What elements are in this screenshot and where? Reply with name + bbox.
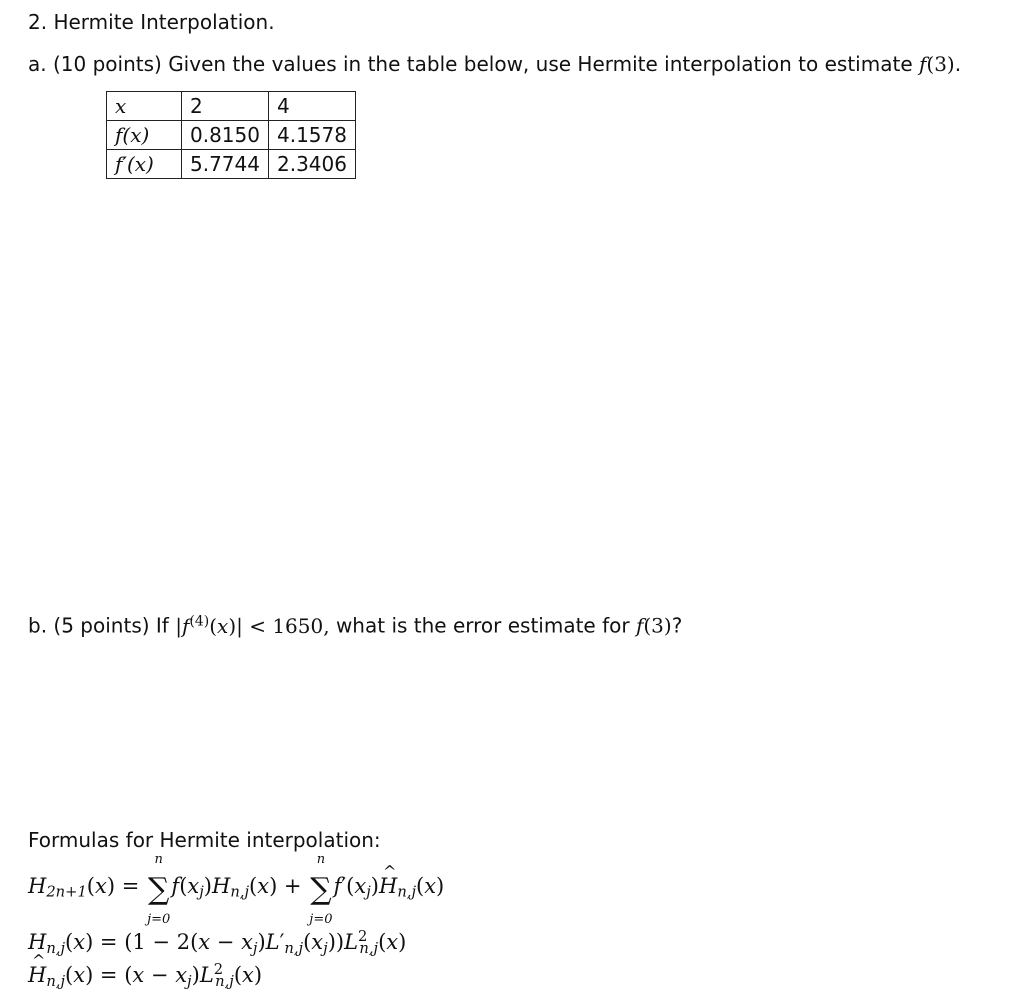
formula-h-hat-basis: ^ $H_{n,j}(x) = (x - x_j)L^2_{n,j}(x)$ [28,961,262,990]
formula-h-basis: $H_{n,j}(x) = (1 - 2(x - x_j)L'_{n,j}(x_j))L^2_{n,j}(x)$ [28,928,407,957]
table-label-dfx: f′(x) [107,150,182,179]
part-a-target: f(3) [918,52,955,76]
part-b-label: b. [28,613,48,638]
part-a-label: a. [28,52,47,76]
part-b-prompt: b. (5 points) If $|f^{(4)}(x)| < 1650$, what is the error estimate for f(3)? [28,613,683,638]
sum-symbol: n ∑ j=0 [147,852,171,927]
values-table [106,91,356,179]
table-row-fx [107,121,356,150]
table-row-x [107,92,356,121]
part-b-bound: 1650 [272,613,324,638]
table-row-dfx [107,150,356,179]
sum-symbol: n ∑ j=0 [309,852,333,927]
table-cell: 2 [182,92,269,121]
table-cell: 0.8150 [182,121,269,150]
part-a-prompt: a. (10 points) Given the values in the table below, use Hermite interpolation to estimate f(3). [28,52,962,76]
part-b-if: If [155,613,169,638]
part-b-target: f(3) [635,613,672,638]
formula-hermite-polynomial: $H_{2n+1}(x)$ = n ∑ j=0 $f(x_j)H_{n,j}(x)$ + n ∑ j=0 $f'(x_j)\^{}$ $H_{n,j}(x)$ [28,872,444,907]
table-cell: 2.3406 [269,150,356,179]
formulas-heading: Formulas for Hermite interpolation: [28,828,381,852]
table-header-x: x [107,92,182,121]
part-b-text: what is the error estimate for [335,613,630,638]
table-cell: 4.1578 [269,121,356,150]
part-a-text: Given the values in the table below, use Hermite interpolation to estimate [168,52,913,76]
problem-title: 2. Hermite Interpolation. [28,10,275,34]
table-cell: 4 [269,92,356,121]
table-label-fx: f(x) [107,121,182,150]
part-b-inequality: $|f^{(4)}(x)| < 1650$, [175,613,330,638]
part-a-points: (10 points) [52,52,162,76]
table-cell: 5.7744 [182,150,269,179]
part-b-points: (5 points) [53,613,150,638]
